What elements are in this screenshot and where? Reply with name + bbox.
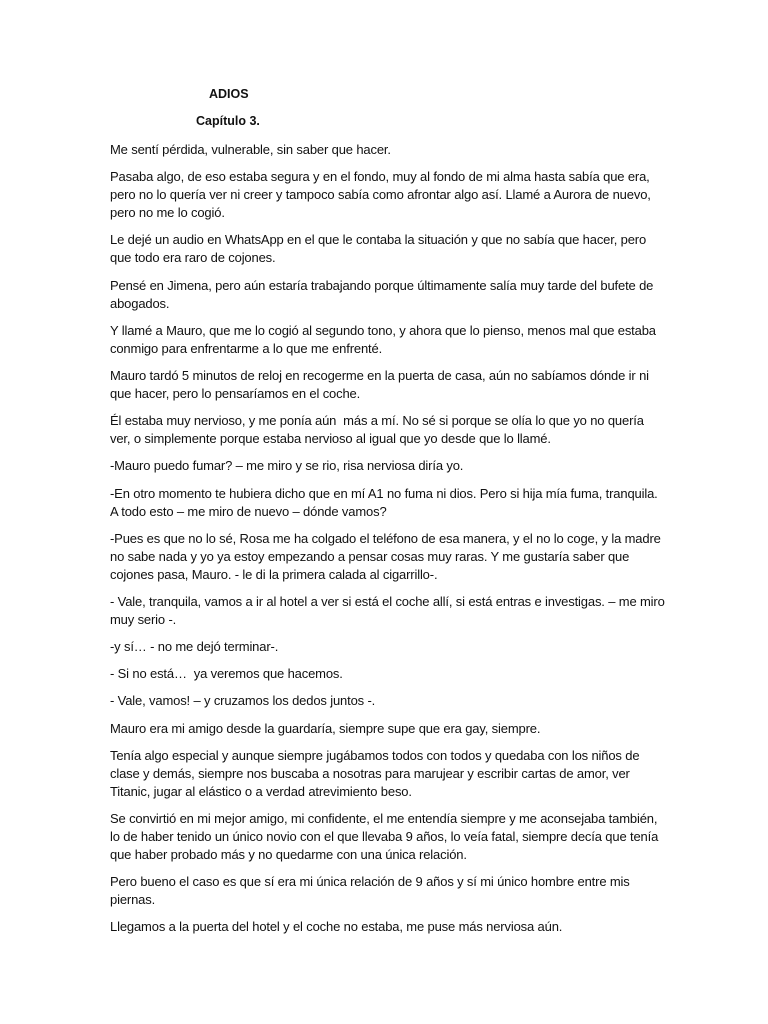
- paragraph: Mauro tardó 5 minutos de reloj en recogerme en la puerta de casa, aún no sabíamos dónde ir ni que hacer, pero lo pensaríamos en el coche.: [110, 367, 653, 401]
- paragraph: Pensé en Jimena, pero aún estaría trabajando porque últimamente salía muy tarde del bufete de abogados.: [110, 277, 657, 311]
- paragraph: Me sentí pérdida, vulnerable, sin saber que hacer.: [110, 142, 391, 157]
- paragraph: Se convirtió en mi mejor amigo, mi confidente, el me entendía siempre y me aconsejaba también, lo de haber tenido un único novio con el que llevaba 9 años, lo veía fatal, siempre decía que tenía que haber probado más y no quedarme con una única relación.: [110, 811, 662, 862]
- paragraph: -y sí… - no me dejó terminar-.: [110, 639, 279, 655]
- paragraph: - Vale, vamos! – y cruzamos los dedos juntos -.: [110, 693, 376, 709]
- paragraph: -Pues es que no lo sé, Rosa me ha colgado el teléfono de esa manera, y el no lo coge, y la madre no sabe nada y yo ya estoy empezando a pensar cosas muy raras. Y me gustaría saber que cojones pasa, Mauro. - le di la primera calada al cigarrillo-.: [110, 530, 665, 582]
- paragraph: Él estaba muy nervioso, y me ponía aún más a mí. No sé si porque se olía lo que yo no quería ver, o simplemente porque estaba nervioso al igual que yo desde que lo llamé.: [110, 413, 648, 447]
- paragraph: -Mauro puedo fumar? – me miro y se rio, risa nerviosa diría yo.: [110, 458, 464, 474]
- paragraph: - Si no está… ya veremos que hacemos.: [110, 666, 343, 682]
- paragraph: Llegamos a la puerta del hotel y el coche no estaba, me puse más nerviosa aún.: [110, 919, 563, 935]
- paragraph: - Vale, tranquila, vamos a ir al hotel a ver si está el coche allí, si está entras e investigas. – me miro muy serio -.: [110, 593, 669, 627]
- paragraph: -En otro momento te hubiera dicho que en mí A1 no fuma ni dios. Pero si hija mía fuma, tranquila. A todo esto – me miro de nuevo – dónde vamos?: [110, 485, 661, 519]
- paragraph: Tenía algo especial y aunque siempre jugábamos todos con todos y quedaba con los niños de clase y demás, siempre nos buscaba a nosotras para marujear y escribir cartas de amor, ver Titanic, jugar al elástico o a verdad atrevimiento beso.: [110, 747, 643, 799]
- paragraph: Pasaba algo, de eso estaba segura y en el fondo, muy al fondo de mi alma hasta sabía que era, pero no lo quería ver ni creer y tampoco sabía como afrontar algo así. Llamé a Aurora de nuevo, pero no me lo cogió.: [110, 169, 655, 221]
- paragraph: Pero bueno el caso es que sí era mi única relación de 9 años y sí mi único hombre entre mis piernas.: [110, 874, 634, 908]
- document-title: ADIOS: [209, 87, 249, 101]
- paragraph: Le dejé un audio en WhatsApp en el que le contaba la situación y que no sabía que hacer, pero que todo era raro de cojones.: [110, 232, 650, 266]
- paragraph: Mauro era mi amigo desde la guardaría, siempre supe que era gay, siempre.: [110, 720, 541, 736]
- document-body: [110, 141, 669, 946]
- paragraph: Y llamé a Mauro, que me lo cogió al segundo tono, y ahora que lo pienso, menos mal que estaba conmigo para enfrentarme a lo que me enfrenté.: [110, 322, 660, 356]
- chapter-heading: Capítulo 3.: [196, 114, 260, 128]
